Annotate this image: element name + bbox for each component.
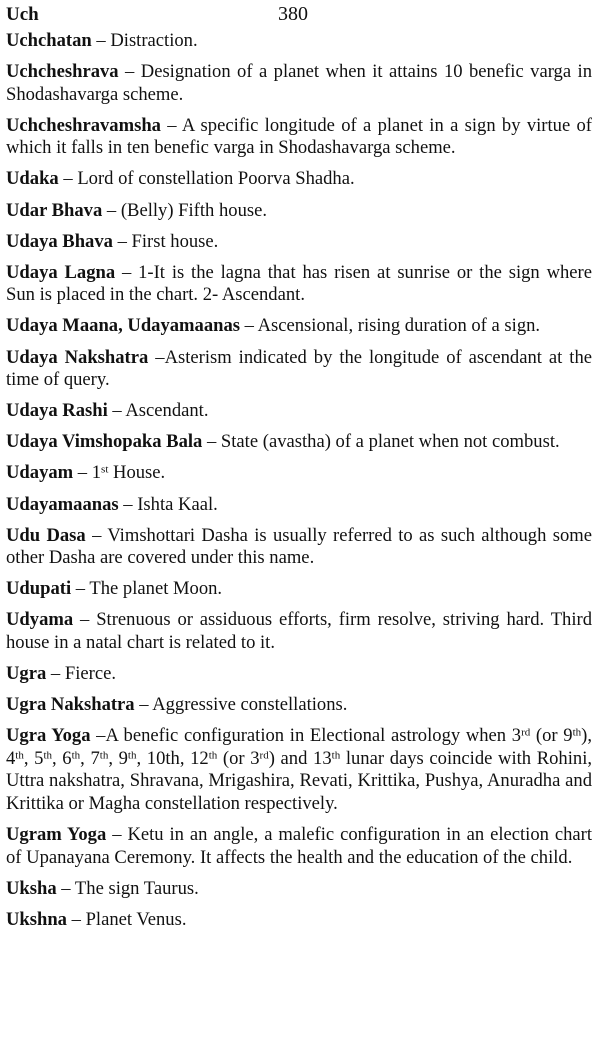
entry-term: Udayamaanas <box>6 493 119 515</box>
definition-text: , 5 <box>23 747 44 769</box>
page-header <box>6 0 592 30</box>
entry-term: Uchcheshravamsha <box>6 114 161 136</box>
entry-definition <box>121 200 267 221</box>
definition-text: (or 3 <box>217 747 260 769</box>
definition-text: , 7 <box>80 747 100 769</box>
entry-term: Udar Bhava <box>6 199 103 221</box>
entry-definition <box>92 462 165 483</box>
definition-text: Aggressive constellations. <box>152 694 348 716</box>
ordinal-superscript: st <box>101 463 109 476</box>
ordinal-superscript: th <box>331 749 341 762</box>
dictionary-entry <box>6 231 592 254</box>
definition-text: Strenuous or assiduous efforts, firm resolve, striving hard. Third house in a natal chart is related to it. <box>6 609 593 653</box>
dictionary-entry <box>6 609 592 654</box>
definition-text: The planet Moon. <box>89 578 223 600</box>
ordinal-superscript: th <box>43 749 53 762</box>
definition-text: A specific longitude of a planet in a sign by virtue of which it falls in ten benefic varga in Shodashavarga scheme. <box>6 114 592 159</box>
entry-separator: – <box>90 725 106 747</box>
definition-text: , 10th, 12 <box>136 747 209 769</box>
entry-definition <box>110 30 197 51</box>
dictionary-entry <box>6 115 592 160</box>
dictionary-entry <box>6 525 592 570</box>
dictionary-entry <box>6 462 592 485</box>
entry-term: Ugra Yoga <box>6 725 91 747</box>
entry-separator: – <box>73 462 92 484</box>
entry-definition <box>137 494 218 515</box>
definition-text: Asterism indicated by the longitude of ascendant at the time of query. <box>6 346 592 391</box>
entry-term: Udupati <box>6 578 72 600</box>
entry-definition <box>132 231 219 252</box>
ordinal-superscript: rd <box>521 726 531 739</box>
definition-text: Vimshottari Dasha is usually referred to as such although some other Dasha are covered under this name. <box>6 524 592 569</box>
definition-text: ), 4 <box>6 725 592 769</box>
dictionary-entry <box>6 909 592 932</box>
entry-term: Uksha <box>6 877 57 899</box>
ordinal-superscript: th <box>127 749 137 762</box>
dictionary-entry <box>6 347 592 392</box>
dictionary-entry <box>6 694 592 717</box>
definition-text: , 9 <box>108 747 128 769</box>
definition-text: Ketu in an angle, a malefic configuration in an election chart of Upanayana Ceremony. It affects the health and the education of the child. <box>6 824 593 868</box>
dictionary-entry <box>6 494 592 517</box>
definition-text: First house. <box>131 230 219 252</box>
entry-term: Udaya Nakshatra <box>6 346 149 368</box>
definition-text: The sign Taurus. <box>74 877 199 899</box>
definition-text: Designation of a planet when it attains 10 benefic varga in Shodashavarga scheme. <box>6 61 592 105</box>
entry-separator: – <box>134 694 153 716</box>
definition-text: Ishta Kaal. <box>137 493 218 515</box>
guide-word: Uch <box>6 4 39 25</box>
entry-separator: – <box>118 493 138 515</box>
dictionary-entry <box>6 878 592 901</box>
entry-definition <box>77 168 354 189</box>
dictionary-entry <box>6 725 592 815</box>
definition-text: , 6 <box>52 747 72 769</box>
entry-term: Udyama <box>6 609 74 631</box>
definition-text: 1-It is the lagna that has risen at sunrise or the sign where Sun is placed in the chart. 2- Ascendant. <box>6 261 592 306</box>
entry-separator: – <box>56 877 75 899</box>
entry-separator: – <box>73 609 97 631</box>
entry-separator: – <box>107 400 126 422</box>
dictionary-entry <box>6 663 592 686</box>
entry-term: Udaya Lagna <box>6 261 116 283</box>
entry-term: Udayam <box>6 462 74 484</box>
ordinal-superscript: th <box>71 749 81 762</box>
definition-text: 1 <box>91 462 102 484</box>
entry-definition <box>152 694 347 715</box>
entry-separator: – <box>148 346 165 368</box>
dictionary-entry <box>6 61 592 106</box>
entry-separator: – <box>115 261 139 283</box>
dictionary-entry <box>6 315 592 338</box>
entry-term: Ugra <box>6 663 47 685</box>
ordinal-superscript: th <box>208 749 218 762</box>
entry-separator: – <box>66 908 86 930</box>
entry-separator: – <box>91 30 111 51</box>
definition-text: Ascensional, rising duration of a sign. <box>257 315 541 337</box>
definition-text: Planet Venus. <box>85 908 187 930</box>
entry-term: Ugram Yoga <box>6 824 107 846</box>
dictionary-entry <box>6 824 592 869</box>
entry-list <box>6 30 592 932</box>
dictionary-entry <box>6 262 592 307</box>
entry-separator: – <box>106 824 128 846</box>
entry-definition <box>75 878 199 899</box>
entry-separator: – <box>112 230 132 252</box>
definition-text: Ascendant. <box>125 400 209 422</box>
definition-text: (Belly) Fifth house. <box>120 199 268 221</box>
entry-separator: – <box>202 431 221 453</box>
dictionary-entry <box>6 431 592 454</box>
definition-text: Fierce. <box>64 663 116 685</box>
dictionary-entry <box>6 578 592 601</box>
entry-definition <box>125 400 208 421</box>
entry-separator: – <box>160 114 182 136</box>
entry-term: Ukshna <box>6 908 67 930</box>
entry-definition <box>221 431 560 452</box>
entry-term: Udu Dasa <box>6 524 86 546</box>
definition-text: (or 9 <box>530 725 573 747</box>
entry-definition <box>65 663 116 684</box>
definition-text: Lord of constellation Poorva Shadha. <box>77 168 355 190</box>
definition-text: State (avastha) of a planet when not combust. <box>220 431 560 453</box>
entry-term: Udaya Maana, Udayamaanas <box>6 315 241 337</box>
entry-term: Udaya Bhava <box>6 230 113 252</box>
definition-text: lunar days coincide with Rohini, Uttra nakshatra, Shravana, Mrigashira, Revati, Krittika, Pushya, Anuradha and Krittika or Magha constellation respectively. <box>6 747 593 815</box>
definition-text: Distraction. <box>110 30 198 51</box>
entry-separator: – <box>102 199 121 221</box>
entry-definition <box>258 315 540 336</box>
definition-text: A benefic configuration in Electional astrology when 3 <box>105 725 522 747</box>
entry-definition <box>89 578 222 599</box>
dictionary-entry <box>6 400 592 423</box>
entry-separator: – <box>85 524 108 546</box>
page-number: 380 <box>278 3 308 25</box>
entry-separator: – <box>240 315 258 337</box>
dictionary-entry <box>6 200 592 223</box>
ordinal-superscript: th <box>15 749 24 762</box>
entry-separator: – <box>118 61 141 83</box>
entry-separator: – <box>71 578 90 600</box>
definition-text: ) and 13 <box>268 747 332 769</box>
entry-term: Udaya Rashi <box>6 400 108 422</box>
entry-separator: – <box>58 168 78 190</box>
entry-term: Uchcheshrava <box>6 61 119 83</box>
ordinal-superscript: rd <box>259 749 269 762</box>
entry-definition <box>86 909 187 930</box>
entry-term: Uchchatan <box>6 30 92 51</box>
ordinal-superscript: th <box>572 726 582 739</box>
dictionary-entry <box>6 30 592 53</box>
entry-term: Udaya Vimshopaka Bala <box>6 431 203 453</box>
entry-term: Ugra Nakshatra <box>6 694 135 716</box>
definition-text: House. <box>108 462 166 484</box>
entry-separator: – <box>46 663 65 685</box>
dictionary-entry <box>6 168 592 191</box>
ordinal-superscript: th <box>99 749 109 762</box>
entry-term: Udaka <box>6 168 59 190</box>
